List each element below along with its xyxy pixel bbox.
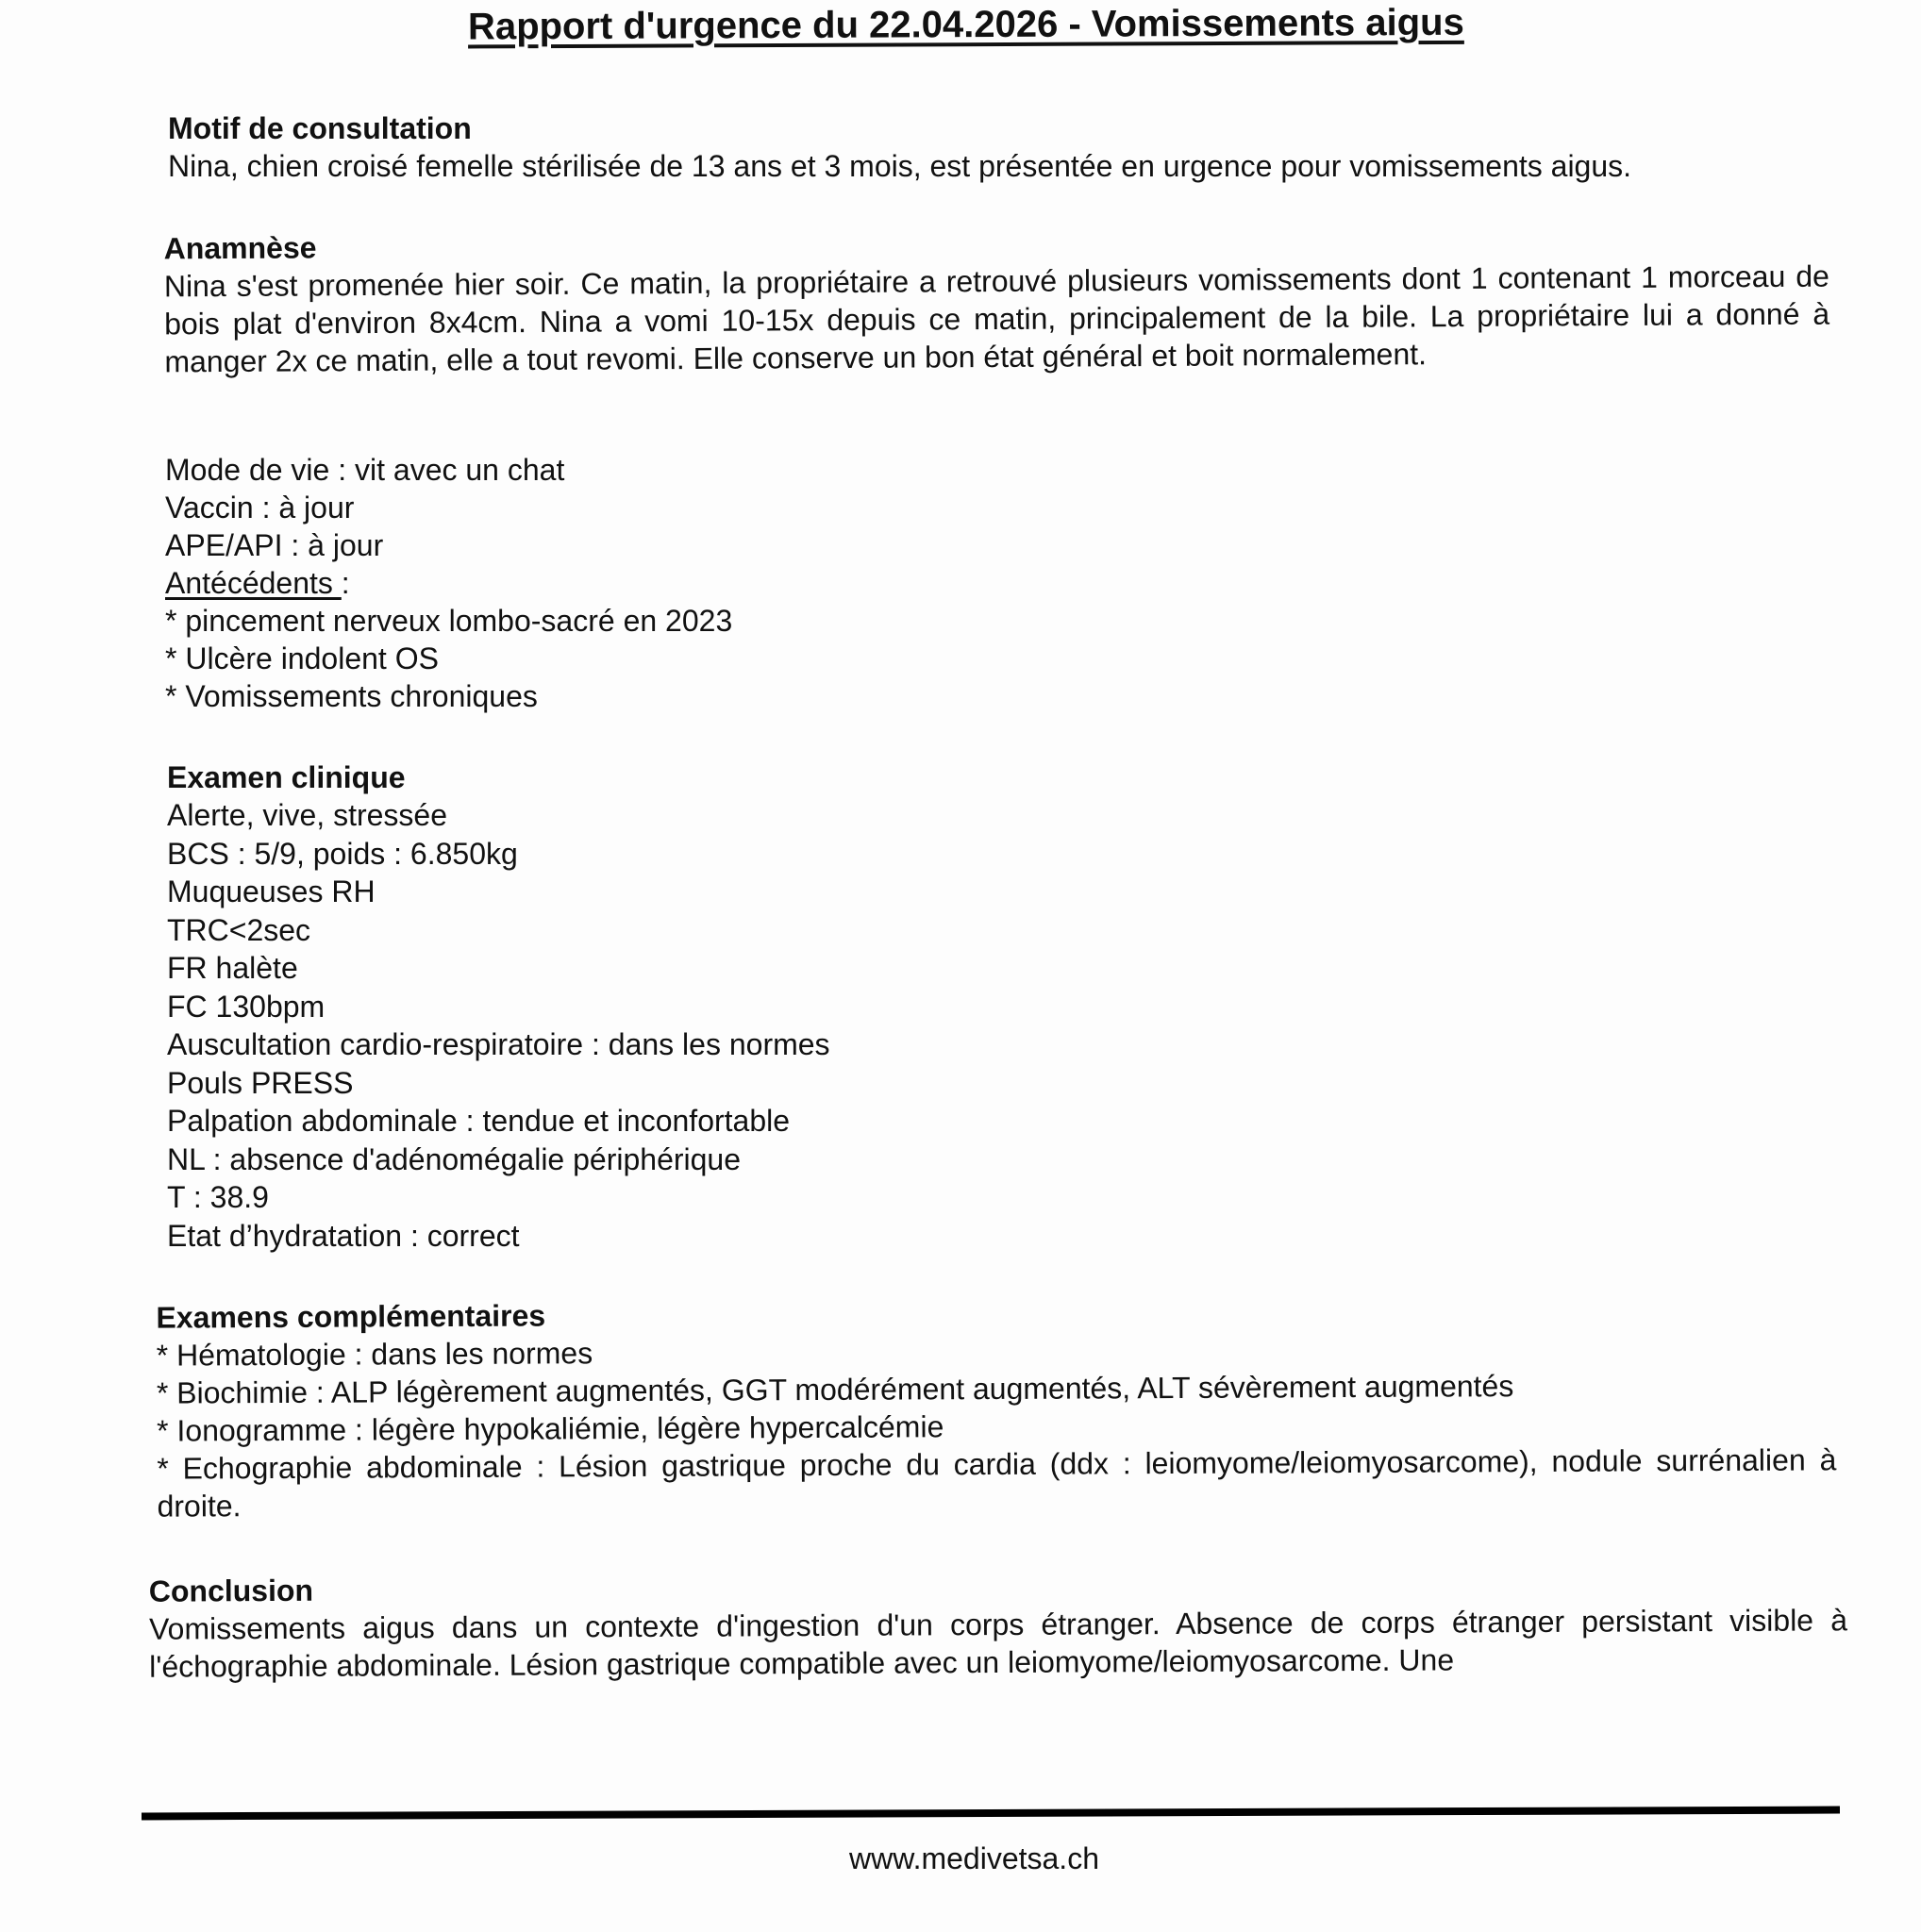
exam-line: FR halète [167,951,298,985]
section-anamnese [164,220,1830,381]
exam-line: TRC<2sec [167,912,311,947]
section-heading: Anamnèse [163,230,317,266]
exam-item: * Hématologie : dans les normes [156,1336,593,1373]
exam-item: * Echographie abdominale : Lésion gastrique proche du cardia (ddx : leiomyome/leiomyosarcome), nodule surrénalien à droite. [157,1442,1837,1524]
antecedents-label [165,564,1014,602]
exam-line: Pouls PRESS [167,1065,354,1100]
exam-line: Auscultation cardio-respiratoire : dans les normes [167,1027,830,1061]
exam-line: T : 38.9 [167,1180,269,1214]
info-line: Mode de vie : vit avec un chat [165,453,565,487]
exam-item: * Biochimie : ALP légèrement augmentés, GGT modérément augmentés, ALT sévèrement augmentés [156,1369,1514,1410]
footer-website: www.medivetsa.ch [849,1841,1099,1875]
section-heading: Examens complémentaires [156,1298,546,1335]
section-examens-complementaires [156,1290,1836,1524]
exam-item: * Ionogramme : légère hypokaliémie, légère hypercalcémie [157,1409,944,1448]
exam-line: Muqueuses RH [167,874,376,908]
footer-divider [142,1807,1840,1821]
exam-line: BCS : 5/9, poids : 6.850kg [167,836,518,871]
report-title: Rapport d'urgence du 22.04.2026 - Vomissements aigus [467,1,1464,48]
antecedents-label-text: Antécédents [165,566,342,600]
antecedent-item: * Ulcère indolent OS [165,641,439,675]
section-conclusion [149,1563,1848,1685]
section-heading: Motif de consultation [168,111,472,145]
section-heading: Conclusion [148,1573,314,1608]
section-examen-clinique [167,758,1073,1255]
section-text: Nina, chien croisé femelle stérilisée de 13 ans et 3 mois, est présentée en urgence pour vomissements aigus. [168,149,1632,183]
section-mode-de-vie [165,451,1014,715]
exam-line: NL : absence d'adénomégalie périphérique [167,1141,742,1176]
section-text: Nina s'est promenée hier soir. Ce matin, la propriétaire a retrouvé plusieurs vomissements dont 1 contenant 1 morceau de bois plat d'environ 8x4cm. Nina a vomi 10-15x depuis ce matin, principalement de la bile. La propriétaire lui a donné à manger 2x ce matin, elle a tout revomi. Elle conserve un bon état général et boit normalement. [163,258,1830,379]
section-heading: Examen clinique [167,760,406,794]
antecedent-item: * Vomissements chroniques [165,679,538,713]
info-line: Vaccin : à jour [165,491,355,525]
section-text: Vomissements aigus dans un contexte d'ingestion d'un corps étranger. Absence de corps étranger persistant visible à l'échographie abdominale. Lésion gastrique compatible avec un leiomyome/leiomyosarcome. Une [148,1603,1848,1684]
antecedent-item: * pincement nerveux lombo-sacré en 2023 [165,604,733,638]
info-line: APE/API : à jour [165,528,384,562]
exam-line: Palpation abdominale : tendue et inconfortable [167,1104,791,1138]
exam-line: FC 130bpm [167,989,326,1024]
exam-line: Alerte, vive, stressée [167,798,447,832]
antecedents-colon: : [341,566,350,600]
section-motif [168,109,1791,185]
exam-line: Etat d’hydratation : correct [167,1218,520,1253]
